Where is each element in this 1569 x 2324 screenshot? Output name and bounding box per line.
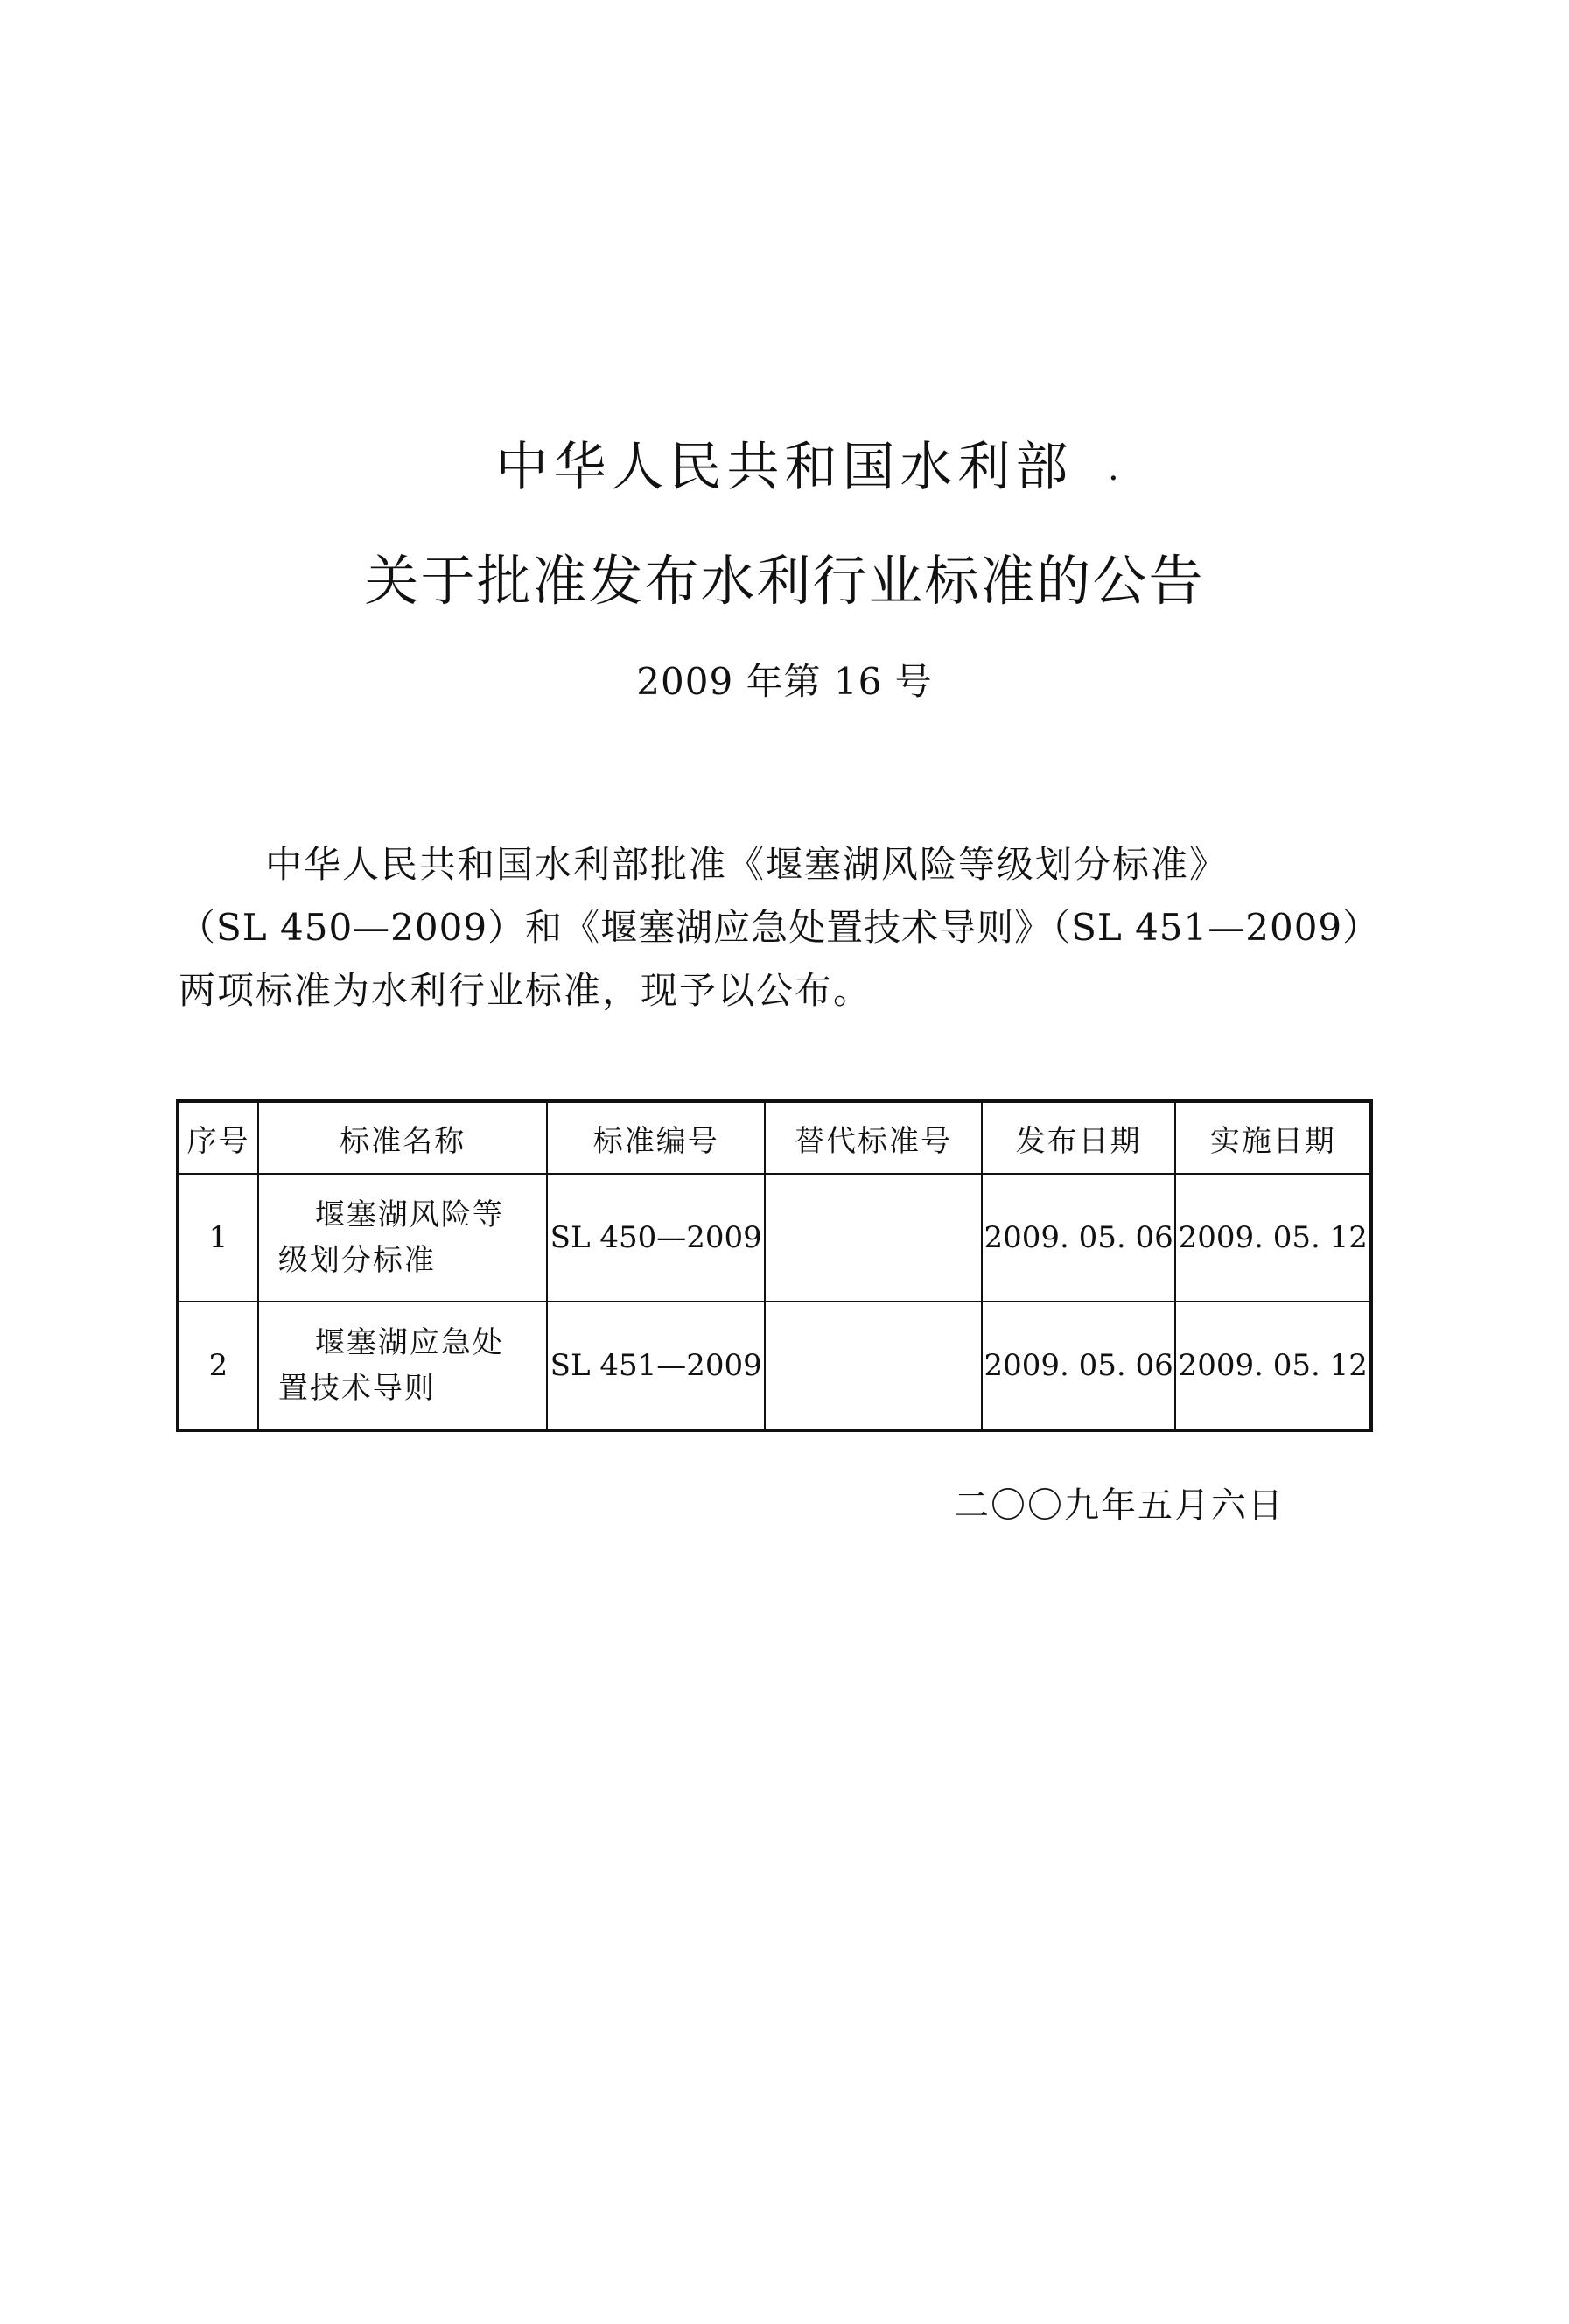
header-name: 标准名称 <box>258 1101 547 1174</box>
cell-replaced-code <box>765 1302 982 1430</box>
cell-implement-date: 2009. 05. 12 <box>1175 1302 1371 1430</box>
body-paragraph-line-2: （SL 450—2009）和《堰塞湖应急处置技术导则》（SL 451—2009） <box>179 906 1381 949</box>
cell-standard-name <box>258 1174 547 1302</box>
standard-name-line-2: 级划分标准 <box>277 1243 436 1278</box>
standard-name-line-2: 置技术导则 <box>277 1371 436 1406</box>
table-row <box>178 1174 1371 1302</box>
announcement-title: 关于批准发布水利行业标准的公告 <box>364 549 1205 613</box>
table-row <box>178 1302 1371 1430</box>
cell-publish-date: 2009. 05. 06 <box>982 1174 1176 1302</box>
cell-standard-code: SL 451—2009 <box>547 1302 765 1430</box>
org-title: 中华人民共和国水利部 <box>495 437 1074 498</box>
standards-table <box>176 1099 1373 1432</box>
header-seq: 序号 <box>178 1101 258 1174</box>
table-header-row <box>178 1101 1371 1174</box>
header-code: 标准编号 <box>547 1101 765 1174</box>
cell-seq: 2 <box>178 1302 258 1430</box>
header-replace: 替代标准号 <box>765 1101 982 1174</box>
standard-name-line-1: 堰塞湖应急处 <box>314 1325 504 1360</box>
body-paragraph-line-1: 中华人民共和国水利部批准《堰塞湖风险等级划分标准》 <box>265 843 1229 886</box>
cell-publish-date: 2009. 05. 06 <box>982 1302 1176 1430</box>
cell-implement-date: 2009. 05. 12 <box>1175 1174 1371 1302</box>
header-implement-date: 实施日期 <box>1175 1101 1371 1174</box>
header-publish-date: 发布日期 <box>982 1101 1176 1174</box>
cell-seq: 1 <box>178 1174 258 1302</box>
stray-mark: . <box>1108 448 1119 488</box>
body-paragraph-line-3: 两项标准为水利行业标准，现予以公布。 <box>179 969 872 1012</box>
cell-standard-code: SL 450—2009 <box>547 1174 765 1302</box>
cell-replaced-code <box>765 1174 982 1302</box>
standard-name-line-1: 堰塞湖风险等 <box>314 1197 504 1232</box>
cell-standard-name <box>258 1302 547 1430</box>
signature-date: 二〇〇九年五月六日 <box>954 1485 1285 1526</box>
issue-number: 2009 年第 16 号 <box>636 660 933 703</box>
